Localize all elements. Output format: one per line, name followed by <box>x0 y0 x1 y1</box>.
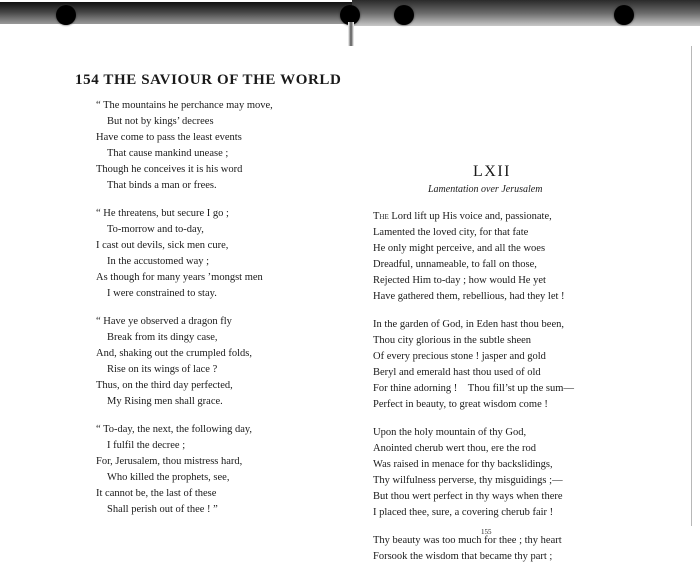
verse-line: Thy wilfulness perverse, thy misguidings ;— <box>373 475 563 486</box>
chapter-number: LXII <box>473 163 511 180</box>
verse-line: Thus, on the third day perfected, <box>96 380 233 391</box>
verse-line: I cast out devils, sick men cure, <box>96 240 229 251</box>
verse-line: Of every precious stone ! jasper and gold <box>373 351 546 362</box>
stanza <box>96 422 346 518</box>
chapter-title: Lamentation over Jerusalem <box>428 184 543 195</box>
binding-hole <box>614 5 634 25</box>
binding-hole <box>56 5 76 25</box>
verse-line: I fulfil the decree ; <box>107 440 186 451</box>
stanza <box>373 317 673 413</box>
verse-line: Was raised in menace for thy backslidings, <box>373 459 553 470</box>
verse-line: But thou wert perfect in thy ways when there <box>373 491 563 502</box>
verse-line: “ The mountains he perchance may move, <box>96 100 273 111</box>
stanza <box>373 209 673 305</box>
verse-line: And, shaking out the crumpled folds, <box>96 348 253 359</box>
verse-line: Rejected Him to-day ; how would He yet <box>373 275 546 286</box>
verse-line: Thy beauty was too much for thee ; thy heart <box>373 535 562 546</box>
verse-line: For thine adorning ! Thou fill’st up the sum— <box>373 383 574 394</box>
verse-line: Anointed cherub wert thou, ere the rod <box>373 443 536 454</box>
verse-line: Beryl and emerald hast thou used of old <box>373 367 541 378</box>
verse-line: My Rising men shall grace. <box>107 396 223 407</box>
page-number: 155 <box>481 528 492 536</box>
book-binding-strip <box>0 0 700 40</box>
verse-line: He only might perceive, and all the woes <box>373 243 546 254</box>
page-header: 154 THE SAVIOUR OF THE WORLD <box>75 72 342 88</box>
left-page-poem <box>96 98 346 518</box>
stanza <box>96 206 346 302</box>
verse-line: I were constrained to stay. <box>107 288 217 299</box>
verse-line: It cannot be, the last of these <box>96 488 217 499</box>
book-spine <box>348 22 354 46</box>
verse-line: For, Jerusalem, thou mistress hard, <box>96 456 243 467</box>
verse-line: Have come to pass the least events <box>96 132 242 143</box>
verse-line: Though he conceives it is his word <box>96 164 243 175</box>
verse-line: Lamented the loved city, for that fate <box>373 227 529 238</box>
stanza <box>373 425 673 521</box>
verse-line: In the garden of God, in Eden hast thou been, <box>373 319 564 330</box>
verse-line: “ He threatens, but secure I go ; <box>96 208 229 219</box>
verse-line: That binds a man or frees. <box>107 180 217 191</box>
verse-line: Who killed the prophets, see, <box>107 472 230 483</box>
opening-word: The <box>373 211 389 222</box>
verse-line: To-morrow and to-day, <box>107 224 204 235</box>
verse-line: Shall perish out of thee ! ” <box>107 504 218 515</box>
verse-line: Forsook the wisdom that became thy part ; <box>373 551 553 562</box>
verse-line: I placed thee, sure, a covering cherub fair ! <box>373 507 554 518</box>
verse-line: That cause mankind unease ; <box>107 148 229 159</box>
stanza <box>96 98 346 194</box>
verse-line: Rise on its wings of lace ? <box>107 364 218 375</box>
verse-line: “ Have ye observed a dragon fly <box>96 316 232 327</box>
verse-line: “ To-day, the next, the following day, <box>96 424 253 435</box>
binding-left <box>0 2 352 24</box>
verse-line: Upon the holy mountain of thy God, <box>373 427 527 438</box>
stanza <box>373 533 673 565</box>
verse-line: But not by kings’ decrees <box>107 116 214 127</box>
binding-hole <box>394 5 414 25</box>
verse-line: As though for many years ’mongst men <box>96 272 263 283</box>
page-edge <box>691 46 692 526</box>
verse-line-rest: Lord lift up His voice and, passionate, <box>388 211 552 222</box>
verse-line: Thou city glorious in the subtle sheen <box>373 335 532 346</box>
stanza <box>96 314 346 410</box>
verse-line: In the accustomed way ; <box>107 256 210 267</box>
verse-line <box>373 209 673 225</box>
verse-line: Have gathered them, rebellious, had they let ! <box>373 291 565 302</box>
right-page-poem <box>373 209 673 565</box>
verse-line: Dreadful, unnameable, to fall on those, <box>373 259 537 270</box>
verse-line: Break from its dingy case, <box>107 332 218 343</box>
verse-line: Perfect in beauty, to great wisdom come ! <box>373 399 548 410</box>
